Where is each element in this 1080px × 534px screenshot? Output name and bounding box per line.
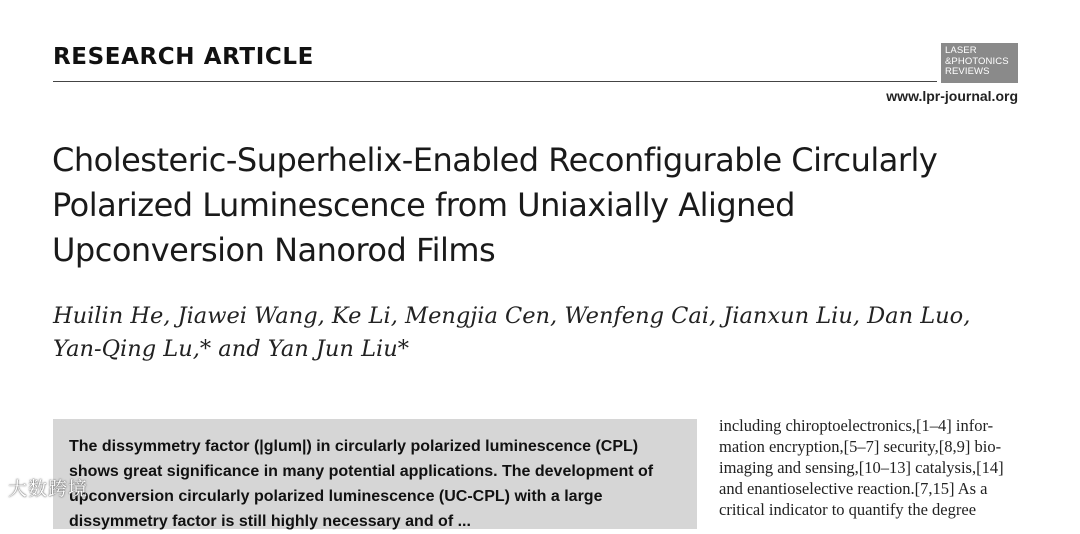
journal-logo-line: &PHOTONICS (945, 55, 1009, 67)
article-title (52, 138, 1012, 273)
title-line: Upconversion Nanorod Films (52, 231, 496, 269)
section-label: RESEARCH ARTICLE (53, 44, 314, 70)
abstract-box (53, 419, 697, 529)
abstract-line: shows great significance in many potential applications. The development of (69, 463, 654, 480)
author-line: Yan-Qing Lu,* and Yan Jun Liu* (53, 336, 409, 362)
journal-url-link[interactable]: www.lpr-journal.org (886, 88, 1018, 104)
author-line: Huilin He, Jiawei Wang, Ke Li, Mengjia Cen, Wenfeng Cai, Jianxun Liu, Dan Luo, (53, 303, 971, 329)
abstract-line: The dissymmetry factor (|glum|) in circularly polarized luminescence (CPL) (69, 438, 639, 455)
journal-logo-line: REVIEWS (945, 66, 990, 77)
journal-logo-line: LASER (945, 45, 977, 56)
abstract-line: dissymmetry factor is still highly necessary and of ... (69, 513, 471, 530)
title-line: Cholesteric-Superhelix-Enabled Reconfigurable Circularly (52, 141, 938, 179)
abstract-line: upconversion circularly polarized luminescence (UC-CPL) with a large (69, 488, 603, 505)
author-list (53, 300, 1013, 366)
header-divider (53, 81, 937, 82)
body-line: mation encryption,[5–7] security,[8,9] bio- (719, 437, 1002, 456)
watermark: 大数跨境 (8, 478, 89, 500)
body-text-column (719, 415, 1019, 520)
title-line: Polarized Luminescence from Uniaxially Aligned (52, 186, 795, 224)
body-line: critical indicator to quantify the degree (719, 500, 977, 519)
journal-logo (941, 43, 1018, 83)
abstract-text (69, 434, 689, 534)
body-line: imaging and sensing,[10–13] catalysis,[14] (719, 458, 1004, 477)
body-line: including chiroptoelectronics,[1–4] infor- (719, 416, 994, 435)
body-line: and enantioselective reaction.[7,15] As a (719, 479, 988, 498)
